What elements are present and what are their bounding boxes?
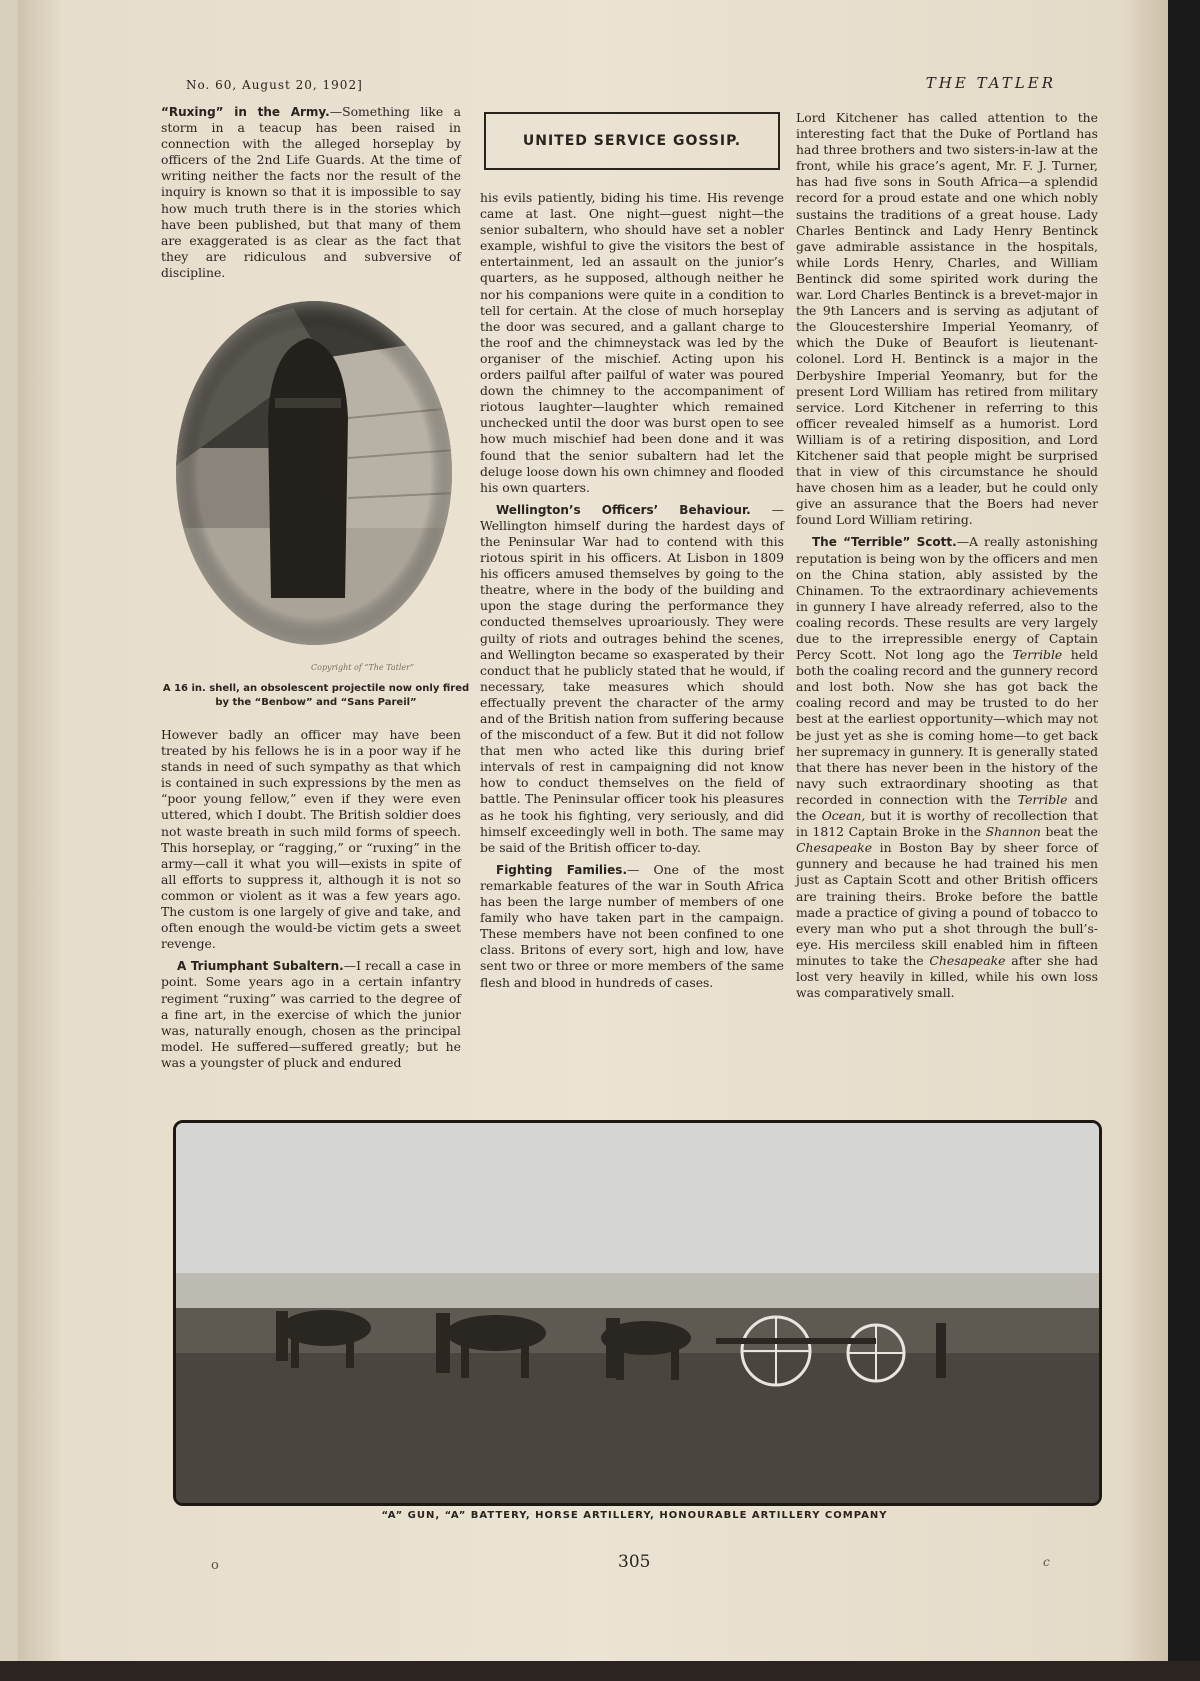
scan-edge-bottom [0,1661,1200,1681]
column-1-top [161,104,461,287]
column-3 [796,110,1098,1007]
issue-header: No. 60, August 20, 1902] [186,78,363,92]
paragraph-subaltern: A Triumphant Subaltern.—I recall a case in point. Some years ago in a certain infantry regiment “ruxing” was carried to the degree of a fine art, in the exercise of which the junior was, naturally enough, chosen as the principal model. He suffered—suffered greatly; but he was a youngster of pluck and endured [161,958,461,1070]
paragraph-families: Fighting Families.— One of the most remarkable features of the war in South Africa has been the large number of members of one family who have taken part in the campaign. These members have not been confined to one class. Britons of every sort, high and low, have sent two or three or more members of the same flesh and blood in hundreds of cases. [480,861,784,990]
heading-ruxing: “Ruxing” in the Army. [161,105,330,119]
margin-mark-right: c [1043,1555,1050,1569]
paragraph-sympathy: However badly an officer may have been treated by his fellows he is in a poor way if he stands in need of such sympathy as that which is contained in such expressions by the men as “poor young fellow,” even if they were even uttered, which I doubt. The British soldier does not waste breath in such mild forms of speech. This horseplay, or “ragging,” or “ruxing” in the army—call it what you will—exists in spite of all efforts to suppress it, although it is not so common or violent as it was a few years ago. The custom is one largely of give and take, and often enough the would-be victim gets a sweet revenge. [161,727,461,952]
ship-name: Chesapeake [929,952,1006,968]
heading-terrible-scott: The “Terrible” Scott. [812,535,957,550]
shell-photo [173,298,455,648]
column-2 [480,190,784,997]
paragraph-kitchener: Lord Kitchener has called attention to the interesting fact that the Duke of Portland has had three brothers and two sisters-in-law at the front, while his grace’s agent, Mr. F. J. Turner, has had five sons in South Africa—a splendid record for a proud estate and one which nobly sustains the traditions of a great house. Lady Charles Bentinck and Lady Henry Bentinck gave admirable assistance in the hospitals, while Lords Henry, Charles, and William Bentinck did some spirited work during the war. Lord Charles Bentinck is a brevet-major in the 9th Lancers and is serving as adjutant of the Gloucestershire Imperial Yeomanry, of which the Duke of Beaufort is lieutenant-colonel. Lord H. Bentinck is a major in the Derbyshire Imperial Yeomanry, but for the present Lord William has retired from military service. Lord Kitchener in referring to this officer revealed himself as a humorist. Lord William is of a retiring disposition, and Lord Kitchener said that people might be surprised that in view of this circumstance he should have chosen him as a leader, but he could only give an assurance that the Boers had never found Lord William retiring. [796,110,1098,528]
column-1-bottom [161,727,461,1077]
section-title: UNITED SERVICE GOSSIP. [484,112,780,170]
paragraph-ruxing: “Ruxing” in the Army.—Something like a storm in a teacup has been raised in connection with the alleged horseplay by officers of the 2nd Life Guards. At the time of writing neither the facts nor the result of the inquiry is known so that it is impossible to say how much truth there is in the stories which have been published, but that many of them are exaggerated is as clear as the fact that they are ridiculous and subversive of discipline. [161,104,461,280]
margin-mark-left: o [211,1558,219,1573]
paragraph-wellington: Wellington’s Officers’ Behaviour. — Wellington himself during the hardest days of the Peninsular War had to contend with this riotous spirit in his officers. At Lisbon in 1809 his officers amused themselves by going to the theatre, where in the body of the building and upon the stage during the performance they conducted themselves uproariously. They were guilty of riots and outrages behind the scenes, and Wellington became so exasperated by their conduct that he publicly stated that he would, if necessary, take measures which should effectually prevent the character of the army and of the British nation from suffering because of the misconduct of a few. But it did not follow that men who acted like this during brief intervals of rest in campaigning did not know how to conduct themselves on the field of battle. The Peninsular officer took his pleasures as he took his fighting, very seriously, and did himself exceedingly well in both. The same may be said of the British officer to-day. [480,501,784,855]
ship-name: Shannon [985,824,1041,840]
ship-name: Ocean, [821,808,866,824]
ship-name: Terrible [1017,791,1068,807]
photo-copyright: Copyright of “The Tatler” [311,663,415,672]
scan-edge-right [1168,0,1200,1681]
heading-wellington: Wellington’s Officers’ Behaviour. [496,502,751,517]
heading-subaltern: A Triumphant Subaltern. [177,959,344,974]
magazine-title: THE TATLER [925,74,1056,92]
paragraph-terrible-scott: The “Terrible” Scott.—A really astonishing reputation is being won by the officers and men on the China station, ably assisted by the Chinamen. To the extraordinary achievements in gunnery I have already referred, also to the coaling records. These results are very largely due to the irrepressible energy of Captain Percy Scott. Not long ago the Terrible held both the coaling record and the gunnery record and lost both. Now she has got back the coaling record and may be trusted to do her best at the earliest opportunity—which may not be just yet as she is coming home—to get back her supremacy in gunnery. It is generally stated that there has never been in the history of the navy such extraordinary shooting as that recorded in connection with the Terrible and the Ocean, but it is worthy of recollection that in 1812 Captain Broke in the Shannon beat the Chesapeake in Boston Bay by sheer force of gunnery and because he had trained his men just as Captain Scott and other British officers are training theirs. Broke before the battle made a practice of giving a pound of tobacco to every man who put a shot through the bull’s-eye. His merciless skill enabled him in fifteen minutes to take the Chesapeake after she had lost very heavily in killed, while his own loss was comparatively small. [796,534,1099,1001]
artillery-scene [176,1123,1099,1503]
ship-name: Chesapeake [796,840,873,856]
artillery-photo-caption: “A” GUN, “A” BATTERY, HORSE ARTILLERY, HONOURABLE ARTILLERY COMPANY [381,1510,888,1521]
artillery-photo [173,1120,1102,1506]
page-number: 305 [618,1552,651,1572]
shell-photo-caption: A 16 in. shell, an obsolescent projectile now only fired by the “Benbow” and “Sans Pareil” [162,683,470,708]
magazine-page [18,0,1168,1681]
ship-name: Terrible [1012,647,1063,663]
heading-families: Fighting Families. [496,862,627,877]
paragraph-revenge: his evils patiently, biding his time. His revenge came at last. One night—guest night—the senior subaltern, who should have set a nobler example, wishful to give the visitors the best of entertainment, led an assault on the junior’s quarters, as he supposed, although neither he nor his companions were quite in a condition to tell for certain. At the close of much horseplay the door was secured, and a gallant charge to the roof and the chimneystack was led by the organiser of the mischief. Acting upon his orders pailful after pailful of water was poured down the chimney to the accompaniment of riotous laughter—laughter which remained unchecked until the door was burst open to see how much mischief had been done and it was found that the senior subaltern had let the deluge loose down his own chimney and flooded his own quarters. [480,190,784,495]
